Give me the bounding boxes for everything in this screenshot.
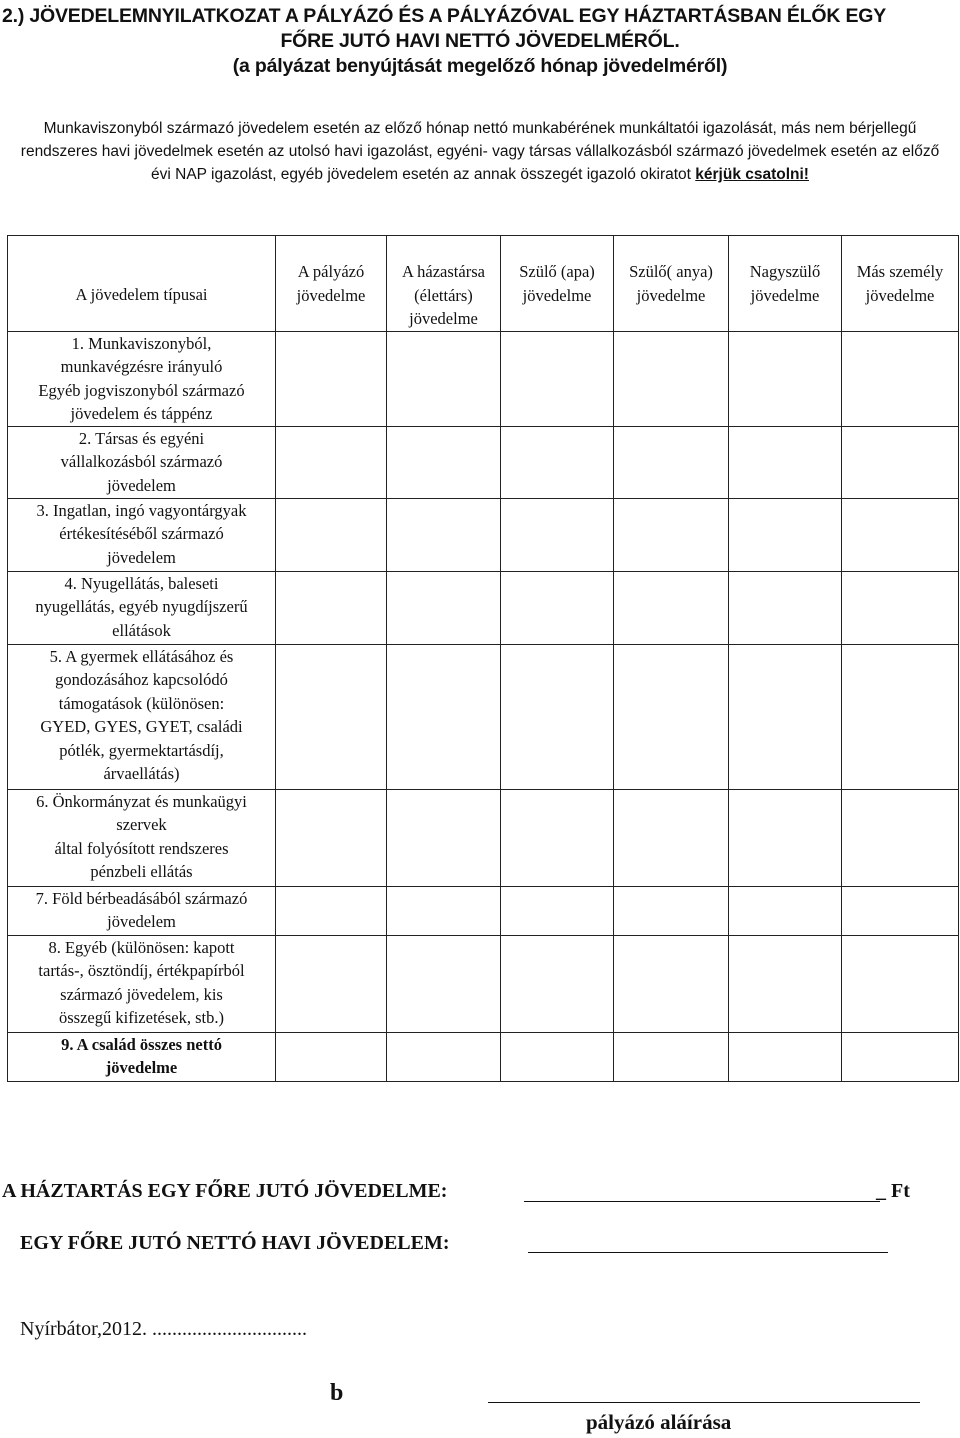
- income-type-label: 5. A gyermek ellátásához és gondozásához kapcsolódó támogatások (különösen: GYED, GYES, GYET, családi pótlék, gyermektartásdíj, árvaellátás): [8, 644, 276, 789]
- income-cell[interactable]: [501, 331, 614, 426]
- income-cell[interactable]: [387, 571, 501, 644]
- income-cell[interactable]: [614, 1032, 729, 1081]
- table-header-row: [8, 236, 959, 332]
- income-cell[interactable]: [842, 571, 959, 644]
- income-cell[interactable]: [501, 935, 614, 1032]
- table-row: [8, 331, 959, 426]
- table-row: [8, 644, 959, 789]
- income-cell[interactable]: [842, 789, 959, 886]
- income-cell[interactable]: [387, 644, 501, 789]
- column-header-3: Szülő (apa) jövedelme: [501, 236, 614, 332]
- income-cell[interactable]: [729, 935, 842, 1032]
- income-cell[interactable]: [387, 498, 501, 571]
- income-cell[interactable]: [729, 789, 842, 886]
- income-cell[interactable]: [501, 571, 614, 644]
- income-table: [7, 235, 959, 1082]
- heading-line-2: FŐRE JUTÓ HAVI NETTÓ JÖVEDELMÉRŐL.: [280, 30, 680, 52]
- signature-label: pályázó aláírása: [586, 1410, 732, 1434]
- income-cell[interactable]: [501, 498, 614, 571]
- table-row: [8, 886, 959, 935]
- household-income-label: A HÁZTARTÁS EGY FŐRE JUTÓ JÖVEDELME:: [2, 1180, 448, 1202]
- income-cell[interactable]: [729, 571, 842, 644]
- income-type-label: 4. Nyugellátás, baleseti nyugellátás, egyéb nyugdíjszerű ellátások: [8, 571, 276, 644]
- income-cell[interactable]: [842, 426, 959, 498]
- income-cell[interactable]: [501, 886, 614, 935]
- intro-paragraph: [14, 117, 946, 186]
- column-header-1: A pályázó jövedelme: [276, 236, 387, 332]
- income-cell[interactable]: [614, 426, 729, 498]
- income-cell[interactable]: [387, 1032, 501, 1081]
- income-cell[interactable]: [387, 935, 501, 1032]
- income-cell[interactable]: [729, 331, 842, 426]
- income-cell[interactable]: [842, 886, 959, 935]
- table-row: [8, 498, 959, 571]
- table-row: [8, 935, 959, 1032]
- monthly-income-label: EGY FŐRE JUTÓ NETTÓ HAVI JÖVEDELEM:: [20, 1232, 450, 1254]
- income-cell[interactable]: [842, 498, 959, 571]
- income-cell[interactable]: [614, 644, 729, 789]
- income-cell[interactable]: [842, 1032, 959, 1081]
- income-cell[interactable]: [276, 935, 387, 1032]
- income-cell[interactable]: [276, 498, 387, 571]
- column-header-6: Más személy jövedelme: [842, 236, 959, 332]
- income-type-label: 3. Ingatlan, ingó vagyontárgyak értékesítéséből származó jövedelem: [8, 498, 276, 571]
- income-cell[interactable]: [842, 331, 959, 426]
- intro-text: Munkaviszonyból származó jövedelem esetén az előző hónap nettó munkabérének munkáltatói igazolását, más nem bérjellegű rendszeres havi jövedelmek esetén az utolsó havi igazolást, egyéni- vagy társas vállalkozásból származó jövedelmek esetén az előző évi NAP igazolást, egyéb jövedelem esetén az annak összegét igazoló okiratot: [20, 120, 940, 183]
- household-income-unit: _ Ft: [876, 1180, 910, 1202]
- income-type-label: 7. Föld bérbeadásából származó jövedelem: [8, 886, 276, 935]
- table-row: [8, 571, 959, 644]
- column-header-2: A házastársa (élettárs) jövedelme: [387, 236, 501, 332]
- heading-line-1: 2.) JÖVEDELEMNYILATKOZAT A PÁLYÁZÓ ÉS A PÁLYÁZÓVAL EGY HÁZTARTÁSBAN ÉLŐK EGY: [2, 5, 887, 27]
- income-cell[interactable]: [387, 331, 501, 426]
- monthly-income-field[interactable]: [528, 1252, 888, 1253]
- income-type-label: 1. Munkaviszonyból, munkavégzésre irányuló Egyéb jogviszonyból származó jövedelem és táppénz: [8, 331, 276, 426]
- income-cell[interactable]: [387, 426, 501, 498]
- income-cell[interactable]: [501, 426, 614, 498]
- table-total-row: [8, 1032, 959, 1081]
- income-cell[interactable]: [729, 498, 842, 571]
- household-income-field[interactable]: [524, 1201, 880, 1202]
- income-cell[interactable]: [614, 331, 729, 426]
- income-cell[interactable]: [387, 789, 501, 886]
- income-cell[interactable]: [276, 789, 387, 886]
- signature-line[interactable]: [488, 1402, 920, 1403]
- column-header-5: Nagyszülő jövedelme: [729, 236, 842, 332]
- income-cell[interactable]: [842, 644, 959, 789]
- income-type-label: 6. Önkormányzat és munkaügyi szervek által folyósított rendszeres pénzbeli ellátás: [8, 789, 276, 886]
- income-cell[interactable]: [614, 789, 729, 886]
- income-cell[interactable]: [276, 886, 387, 935]
- income-cell[interactable]: [387, 886, 501, 935]
- income-cell[interactable]: [729, 644, 842, 789]
- form-heading: [0, 4, 960, 79]
- income-cell[interactable]: [276, 571, 387, 644]
- mark-b: b: [330, 1380, 344, 1406]
- income-cell[interactable]: [276, 1032, 387, 1081]
- income-cell[interactable]: [614, 886, 729, 935]
- table-row: [8, 789, 959, 886]
- column-header-income-type: A jövedelem típusai: [8, 236, 276, 332]
- income-cell[interactable]: [276, 644, 387, 789]
- income-cell[interactable]: [614, 935, 729, 1032]
- income-cell[interactable]: [729, 886, 842, 935]
- attach-notice: kérjük csatolni!: [695, 166, 809, 183]
- income-cell[interactable]: [501, 789, 614, 886]
- income-cell[interactable]: [614, 498, 729, 571]
- income-cell[interactable]: [842, 935, 959, 1032]
- column-header-4: Szülő( anya) jövedelme: [614, 236, 729, 332]
- income-cell[interactable]: [501, 644, 614, 789]
- income-type-label: 8. Egyéb (különösen: kapott tartás-, ösztöndíj, értékpapírból származó jövedelem, kis összegű kifizetések, stb.): [8, 935, 276, 1032]
- total-label: 9. A család összes nettó jövedelme: [8, 1032, 276, 1081]
- income-cell[interactable]: [276, 331, 387, 426]
- income-cell[interactable]: [614, 571, 729, 644]
- income-cell[interactable]: [501, 1032, 614, 1081]
- income-cell[interactable]: [276, 426, 387, 498]
- income-cell[interactable]: [729, 426, 842, 498]
- heading-line-3: (a pályázat benyújtását megelőző hónap jövedelméről): [232, 55, 728, 77]
- table-row: [8, 426, 959, 498]
- place-date: Nyírbátor,2012. ...............................: [20, 1318, 307, 1340]
- income-cell[interactable]: [729, 1032, 842, 1081]
- income-type-label: 2. Társas és egyéni vállalkozásból származó jövedelem: [8, 426, 276, 498]
